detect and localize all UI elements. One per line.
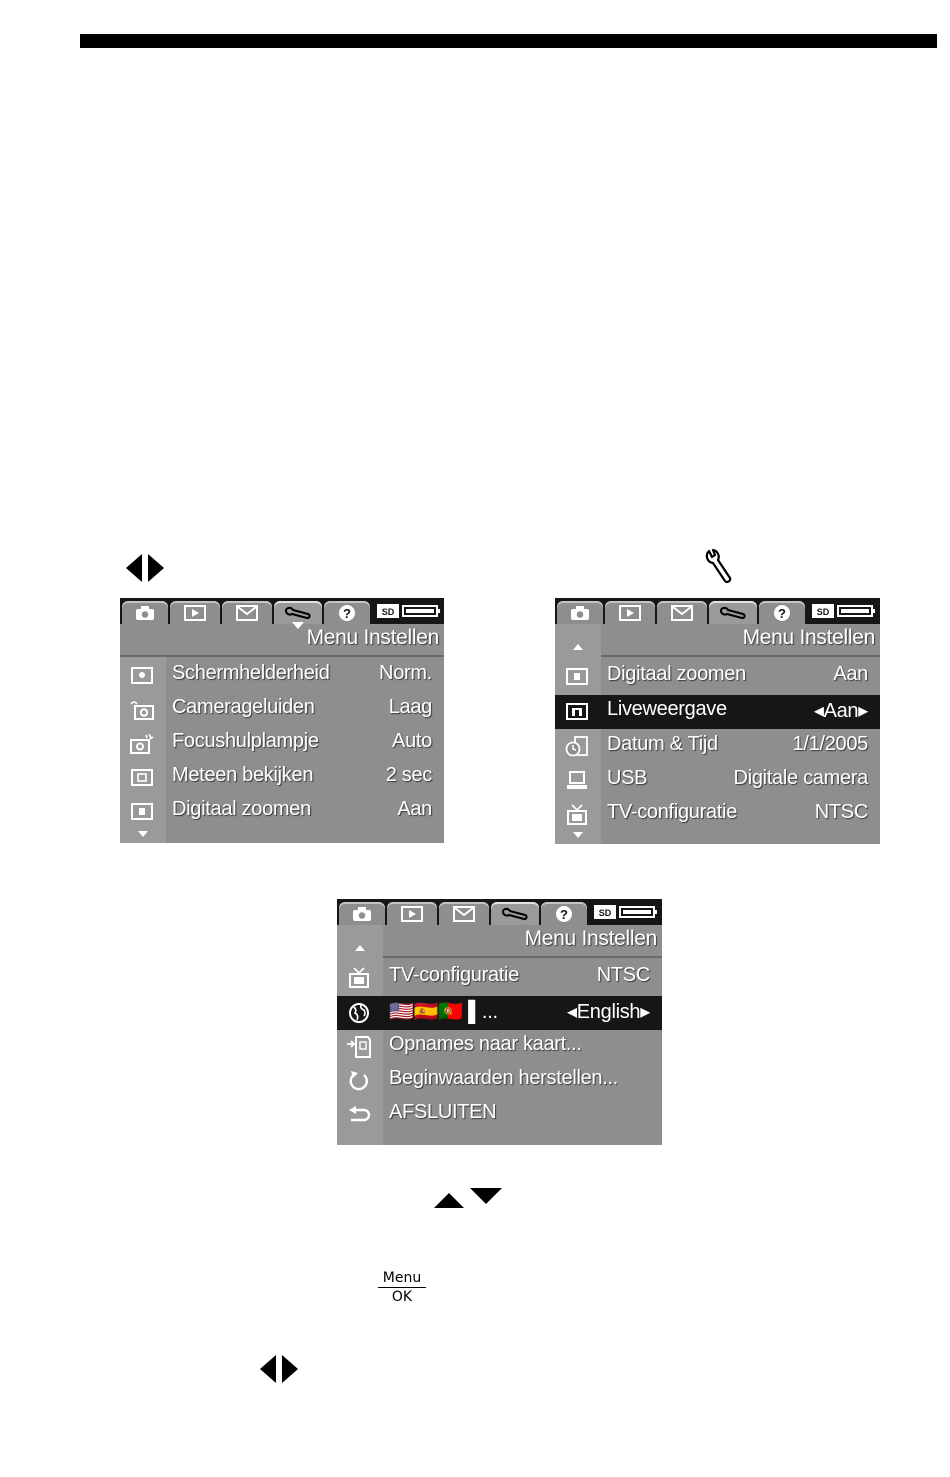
menu-row[interactable]: [555, 764, 880, 798]
menu-row[interactable]: [337, 1030, 662, 1064]
row-label: AFSLUITEN: [389, 1101, 497, 1123]
menu-row[interactable]: [120, 795, 444, 829]
left-right-arrows-icon: [124, 552, 166, 584]
scroll-up-icon[interactable]: [355, 945, 365, 951]
tab-help[interactable]: [324, 601, 370, 624]
menu-row[interactable]: [555, 730, 880, 764]
playback-icon: [619, 605, 641, 621]
tab-capture[interactable]: [339, 902, 385, 925]
focus-lamp-icon: [129, 732, 155, 756]
row-value: Digitale camera: [733, 767, 868, 789]
date-time-icon: [564, 735, 590, 759]
row-label: TV-configuratie: [607, 801, 738, 823]
camera-icon: [570, 605, 590, 621]
svg-text:?: ?: [560, 906, 568, 922]
tab-playback[interactable]: [605, 601, 655, 624]
tab-playback[interactable]: [387, 902, 437, 925]
divider: [337, 956, 662, 958]
row-label: Camerageluiden: [172, 696, 315, 718]
sd-battery-icon: [593, 904, 659, 920]
row-value: 1/1/2005: [792, 733, 868, 755]
scroll-up-icon[interactable]: [573, 644, 583, 650]
instant-review-icon: [129, 766, 155, 790]
ok-label: OK: [391, 1289, 413, 1305]
row-value: ◂Aan▸: [813, 700, 868, 722]
language-globe-icon: [346, 1001, 372, 1025]
menu-label: Menu: [378, 1270, 426, 1288]
row-label: Liveweergave: [607, 698, 727, 720]
wrench-icon: [703, 547, 735, 585]
row-value: Auto: [392, 730, 432, 752]
tv-icon: [564, 803, 590, 827]
tab-setup[interactable]: [491, 902, 539, 925]
row-value: Laag: [388, 696, 432, 718]
screen-title: Menu Instellen: [306, 626, 439, 649]
row-value: ◂English▸: [567, 1001, 650, 1023]
screen-title: Menu Instellen: [742, 626, 875, 649]
row-label: Beginwaarden herstellen...: [389, 1067, 619, 1089]
menu-row[interactable]: [120, 659, 444, 693]
sd-battery-icon: [811, 603, 877, 619]
brightness-icon: [129, 664, 155, 688]
chevron-down-icon: [292, 622, 304, 630]
menu-row-selected[interactable]: [555, 695, 880, 729]
reset-icon: [346, 1069, 372, 1093]
exit-icon: [346, 1103, 372, 1127]
row-value: NTSC: [596, 964, 650, 986]
camera-screen-1: [120, 598, 444, 843]
screen-title: Menu Instellen: [524, 927, 657, 950]
svg-text:SD: SD: [381, 607, 395, 617]
divider: [120, 655, 444, 657]
row-label: Datum & Tijd: [607, 733, 718, 755]
tab-help[interactable]: [759, 601, 805, 624]
menu-row[interactable]: [337, 961, 662, 995]
camera-sound-icon: [129, 698, 155, 722]
row-value: Norm.: [379, 662, 432, 684]
row-label: Meteen bekijken: [172, 764, 314, 786]
camera-icon: [135, 605, 155, 621]
row-value: Aan: [397, 798, 432, 820]
live-view-icon: [564, 700, 590, 724]
envelope-icon: [671, 605, 693, 621]
row-label: USB: [607, 767, 648, 789]
row-value: 2 sec: [385, 764, 432, 786]
usb-icon: [564, 769, 590, 793]
sd-battery-icon: [376, 603, 442, 619]
menu-row[interactable]: [120, 761, 444, 795]
menu-row[interactable]: [337, 1064, 662, 1098]
header-bar: [80, 34, 937, 48]
row-label: Opnames naar kaart...: [389, 1033, 582, 1055]
tab-setup[interactable]: [709, 601, 757, 624]
tab-capture[interactable]: [557, 601, 603, 624]
row-label: Digitaal zoomen: [172, 798, 311, 820]
row-label: Digitaal zoomen: [607, 663, 746, 685]
left-right-arrows-icon: [257, 1353, 301, 1385]
row-label: 🇺🇸🇪🇸🇵🇹 ▌...: [389, 1001, 498, 1023]
menu-row[interactable]: [120, 727, 444, 761]
menu-row-selected[interactable]: [337, 996, 662, 1030]
help-icon: [338, 604, 356, 622]
menu-row[interactable]: [555, 798, 880, 832]
scroll-down-icon[interactable]: [573, 832, 583, 838]
menu-row[interactable]: [120, 693, 444, 727]
digital-zoom-icon: [564, 665, 590, 689]
setup-wrench-icon: [500, 905, 530, 923]
row-value: Aan: [833, 663, 868, 685]
camera-icon: [352, 906, 372, 922]
envelope-icon: [236, 605, 258, 621]
help-icon: [555, 905, 573, 923]
divider: [555, 655, 880, 657]
envelope-icon: [453, 906, 475, 922]
setup-wrench-icon: [718, 604, 748, 622]
camera-screen-2: [555, 598, 880, 844]
playback-icon: [184, 605, 206, 621]
menu-row[interactable]: [555, 660, 880, 694]
digital-zoom-icon: [129, 800, 155, 824]
row-label: TV-configuratie: [389, 964, 520, 986]
playback-icon: [401, 906, 423, 922]
tab-share[interactable]: [439, 902, 489, 925]
tab-setup[interactable]: [274, 601, 322, 624]
tv-icon: [346, 966, 372, 990]
copy-to-card-icon: [346, 1035, 372, 1059]
setup-wrench-icon: [283, 604, 313, 622]
tab-share[interactable]: [657, 601, 707, 624]
tab-strip: [555, 598, 880, 624]
row-value: NTSC: [814, 801, 868, 823]
tab-share[interactable]: [222, 601, 272, 624]
svg-text:?: ?: [778, 605, 786, 621]
row-label: Schermhelderheid: [172, 662, 330, 684]
svg-text:?: ?: [343, 605, 351, 621]
tab-playback[interactable]: [170, 601, 220, 624]
up-down-arrows-icon: [432, 1186, 504, 1210]
help-icon: [773, 604, 791, 622]
tab-strip: [337, 899, 662, 925]
tab-help[interactable]: [541, 902, 587, 925]
svg-text:SD: SD: [816, 607, 830, 617]
camera-screen-3: [337, 899, 662, 1145]
svg-text:SD: SD: [598, 908, 612, 918]
scroll-down-icon[interactable]: [138, 831, 148, 837]
row-label: Focushulplampje: [172, 730, 319, 752]
tab-capture[interactable]: [122, 601, 168, 624]
menu-row[interactable]: [337, 1098, 662, 1132]
tab-strip: [120, 598, 444, 624]
menu-ok-button-icon: [378, 1270, 426, 1305]
